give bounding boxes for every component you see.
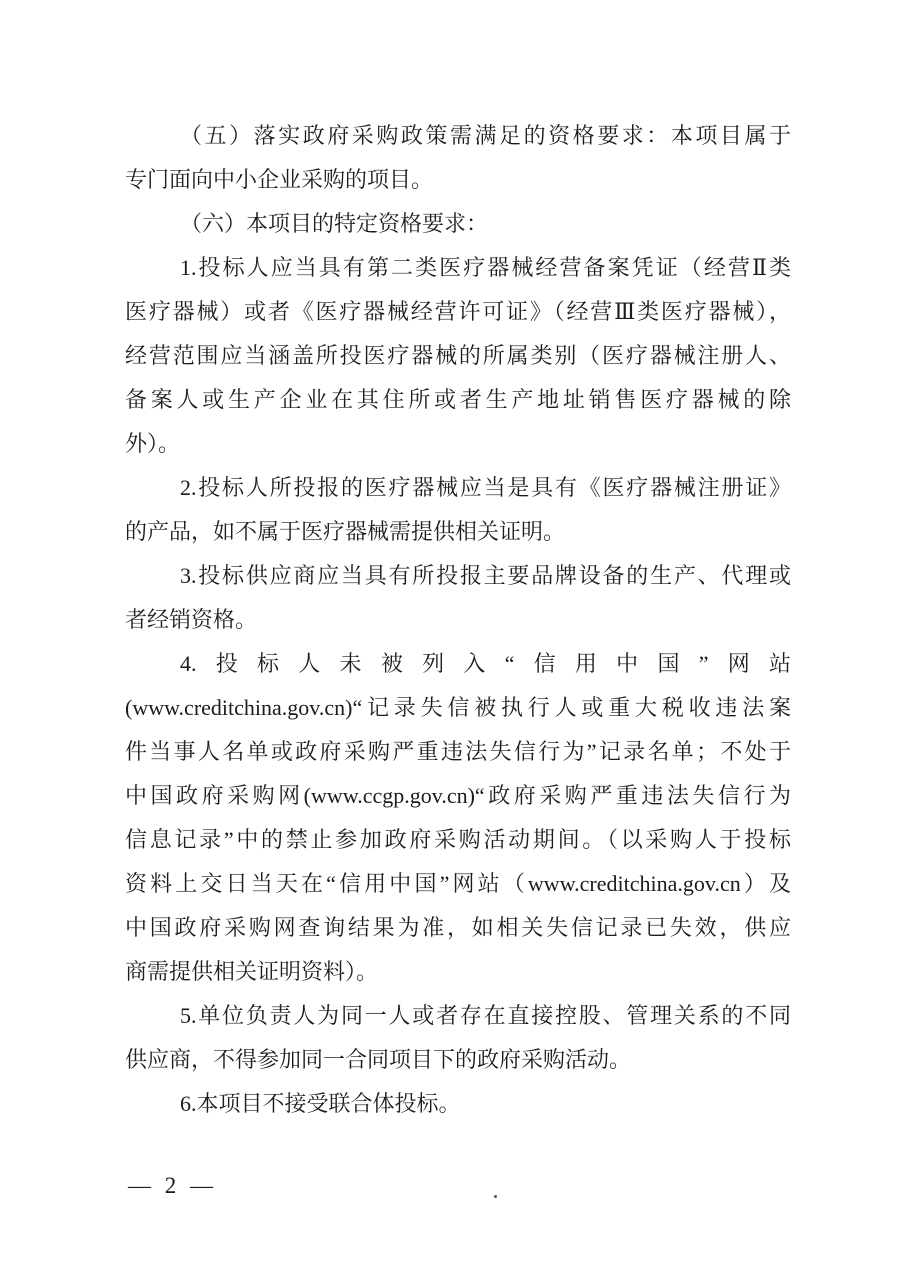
document-line: 5.单位负责人为同一人或者存在直接控股、管理关系的不同 xyxy=(180,1003,791,1028)
document-line: 1.投标人应当具有第二类医疗器械经营备案凭证（经营Ⅱ类 xyxy=(180,255,791,280)
ink-speck xyxy=(494,1195,497,1198)
document-line: 的产品，如不属于医疗器械需提供相关证明。 xyxy=(125,519,566,544)
document-line: 商需提供相关证明资料）。 xyxy=(125,959,379,984)
document-line: 信息记录”中的禁止参加政府采购活动期间。（以采购人于投标 xyxy=(125,827,791,852)
document-line: （五）落实政府采购政策需满足的资格要求：本项目属于 xyxy=(180,123,791,148)
document-line: 资料上交日当天在“信用中国”网站（www.creditchina.gov.cn）及 xyxy=(125,871,791,896)
document-line: (www.creditchina.gov.cn)“记录失信被执行人或重大税收违法案 xyxy=(125,695,791,720)
document-text-block xyxy=(125,114,791,1126)
document-line: 医疗器械）或者《医疗器械经营许可证》（经营Ⅲ类医疗器械）， xyxy=(125,299,791,324)
document-line: 专门面向中小企业采购的项目。 xyxy=(125,167,434,192)
document-line: 中国政府采购网(www.ccgp.gov.cn)“政府采购严重违法失信行为 xyxy=(125,783,791,808)
document-line: 6.本项目不接受联合体投标。 xyxy=(180,1091,461,1116)
document-line: 3.投标供应商应当具有所投报主要品牌设备的生产、代理或 xyxy=(180,563,791,588)
document-line: （六）本项目的特定资格要求： xyxy=(180,211,489,236)
document-line: 4.投标人未被列入“信用中国”网站 xyxy=(180,651,791,676)
document-line: 2.投标人所投报的医疗器械应当是具有《医疗器械注册证》 xyxy=(180,475,791,500)
document-line: 者经销资格。 xyxy=(125,607,258,632)
page-number: — 2 — xyxy=(128,1173,217,1198)
document-line: 中国政府采购网查询结果为准，如相关失信记录已失效，供应 xyxy=(125,915,791,940)
document-line: 外）。 xyxy=(125,431,181,456)
document-line: 供应商，不得参加同一合同项目下的政府采购活动。 xyxy=(125,1047,632,1072)
document-line: 经营范围应当涵盖所投医疗器械的所属类别（医疗器械注册人、 xyxy=(125,343,791,368)
document-line: 件当事人名单或政府采购严重违法失信行为”记录名单；不处于 xyxy=(125,739,791,764)
document-line: 备案人或生产企业在其住所或者生产地址销售医疗器械的除 xyxy=(125,387,791,412)
